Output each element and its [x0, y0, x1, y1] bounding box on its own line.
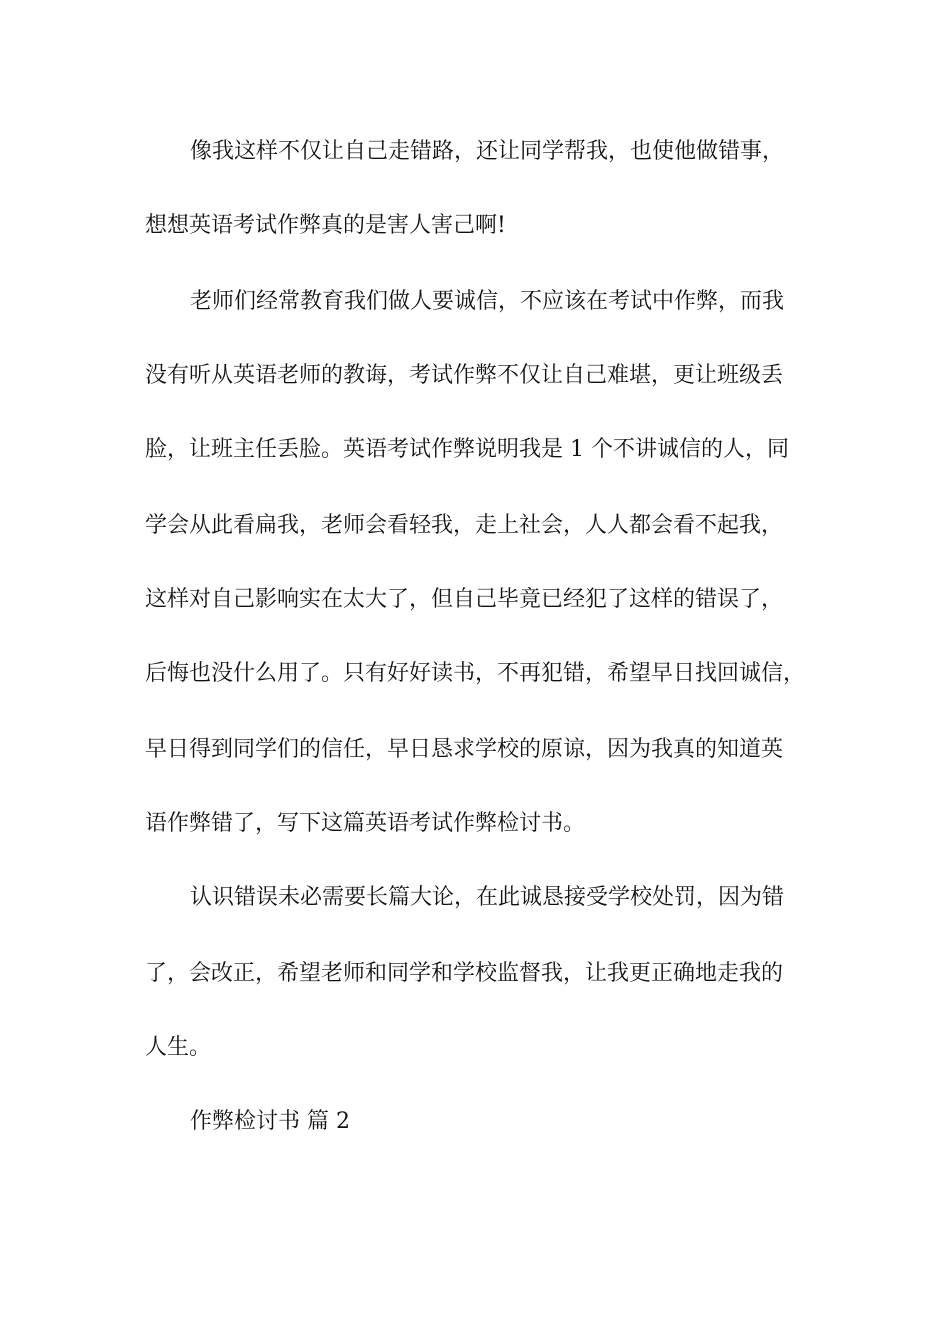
- text-line-9: 早日得到同学们的信任，早日恳求学校的原谅，因为我真的知道英: [145, 737, 784, 762]
- section-heading: 作弊检讨书 篇 2: [190, 1109, 350, 1134]
- text-line-8: 后悔也没什么用了。只有好好读书，不再犯错，希望早日找回诚信，: [145, 661, 806, 686]
- text-line-7: 这样对自己影响实在太大了，但自己毕竟已经犯了这样的错误了，: [145, 587, 784, 612]
- text-line-3: 老师们经常教育我们做人要诚信，不应该在考试中作弊，而我: [190, 289, 785, 314]
- text-line-11: 认识错误未必需要长篇大论，在此诚恳接受学校处罚，因为错: [190, 885, 785, 910]
- text-line-12: 了，会改正，希望老师和同学和学校监督我，让我更正确地走我的: [145, 961, 784, 986]
- text-line-13: 人生。: [145, 1035, 212, 1060]
- text-line-10: 语作弊错了，写下这篇英语考试作弊检讨书。: [145, 811, 586, 836]
- text-line-2: 想想英语考试作弊真的是害人害己啊!: [145, 213, 506, 238]
- text-line-1: 像我这样不仅让自己走错路，还让同学帮我，也使他做错事，: [190, 139, 785, 164]
- text-line-5: 脸，让班主任丢脸。英语考试作弊说明我是 1 个不讲诚信的人，同: [145, 437, 789, 462]
- text-line-4: 没有听从英语老师的教诲，考试作弊不仅让自己难堪，更让班级丢: [145, 363, 784, 388]
- text-line-6: 学会从此看扁我，老师会看轻我，走上社会，人人都会看不起我，: [145, 513, 784, 538]
